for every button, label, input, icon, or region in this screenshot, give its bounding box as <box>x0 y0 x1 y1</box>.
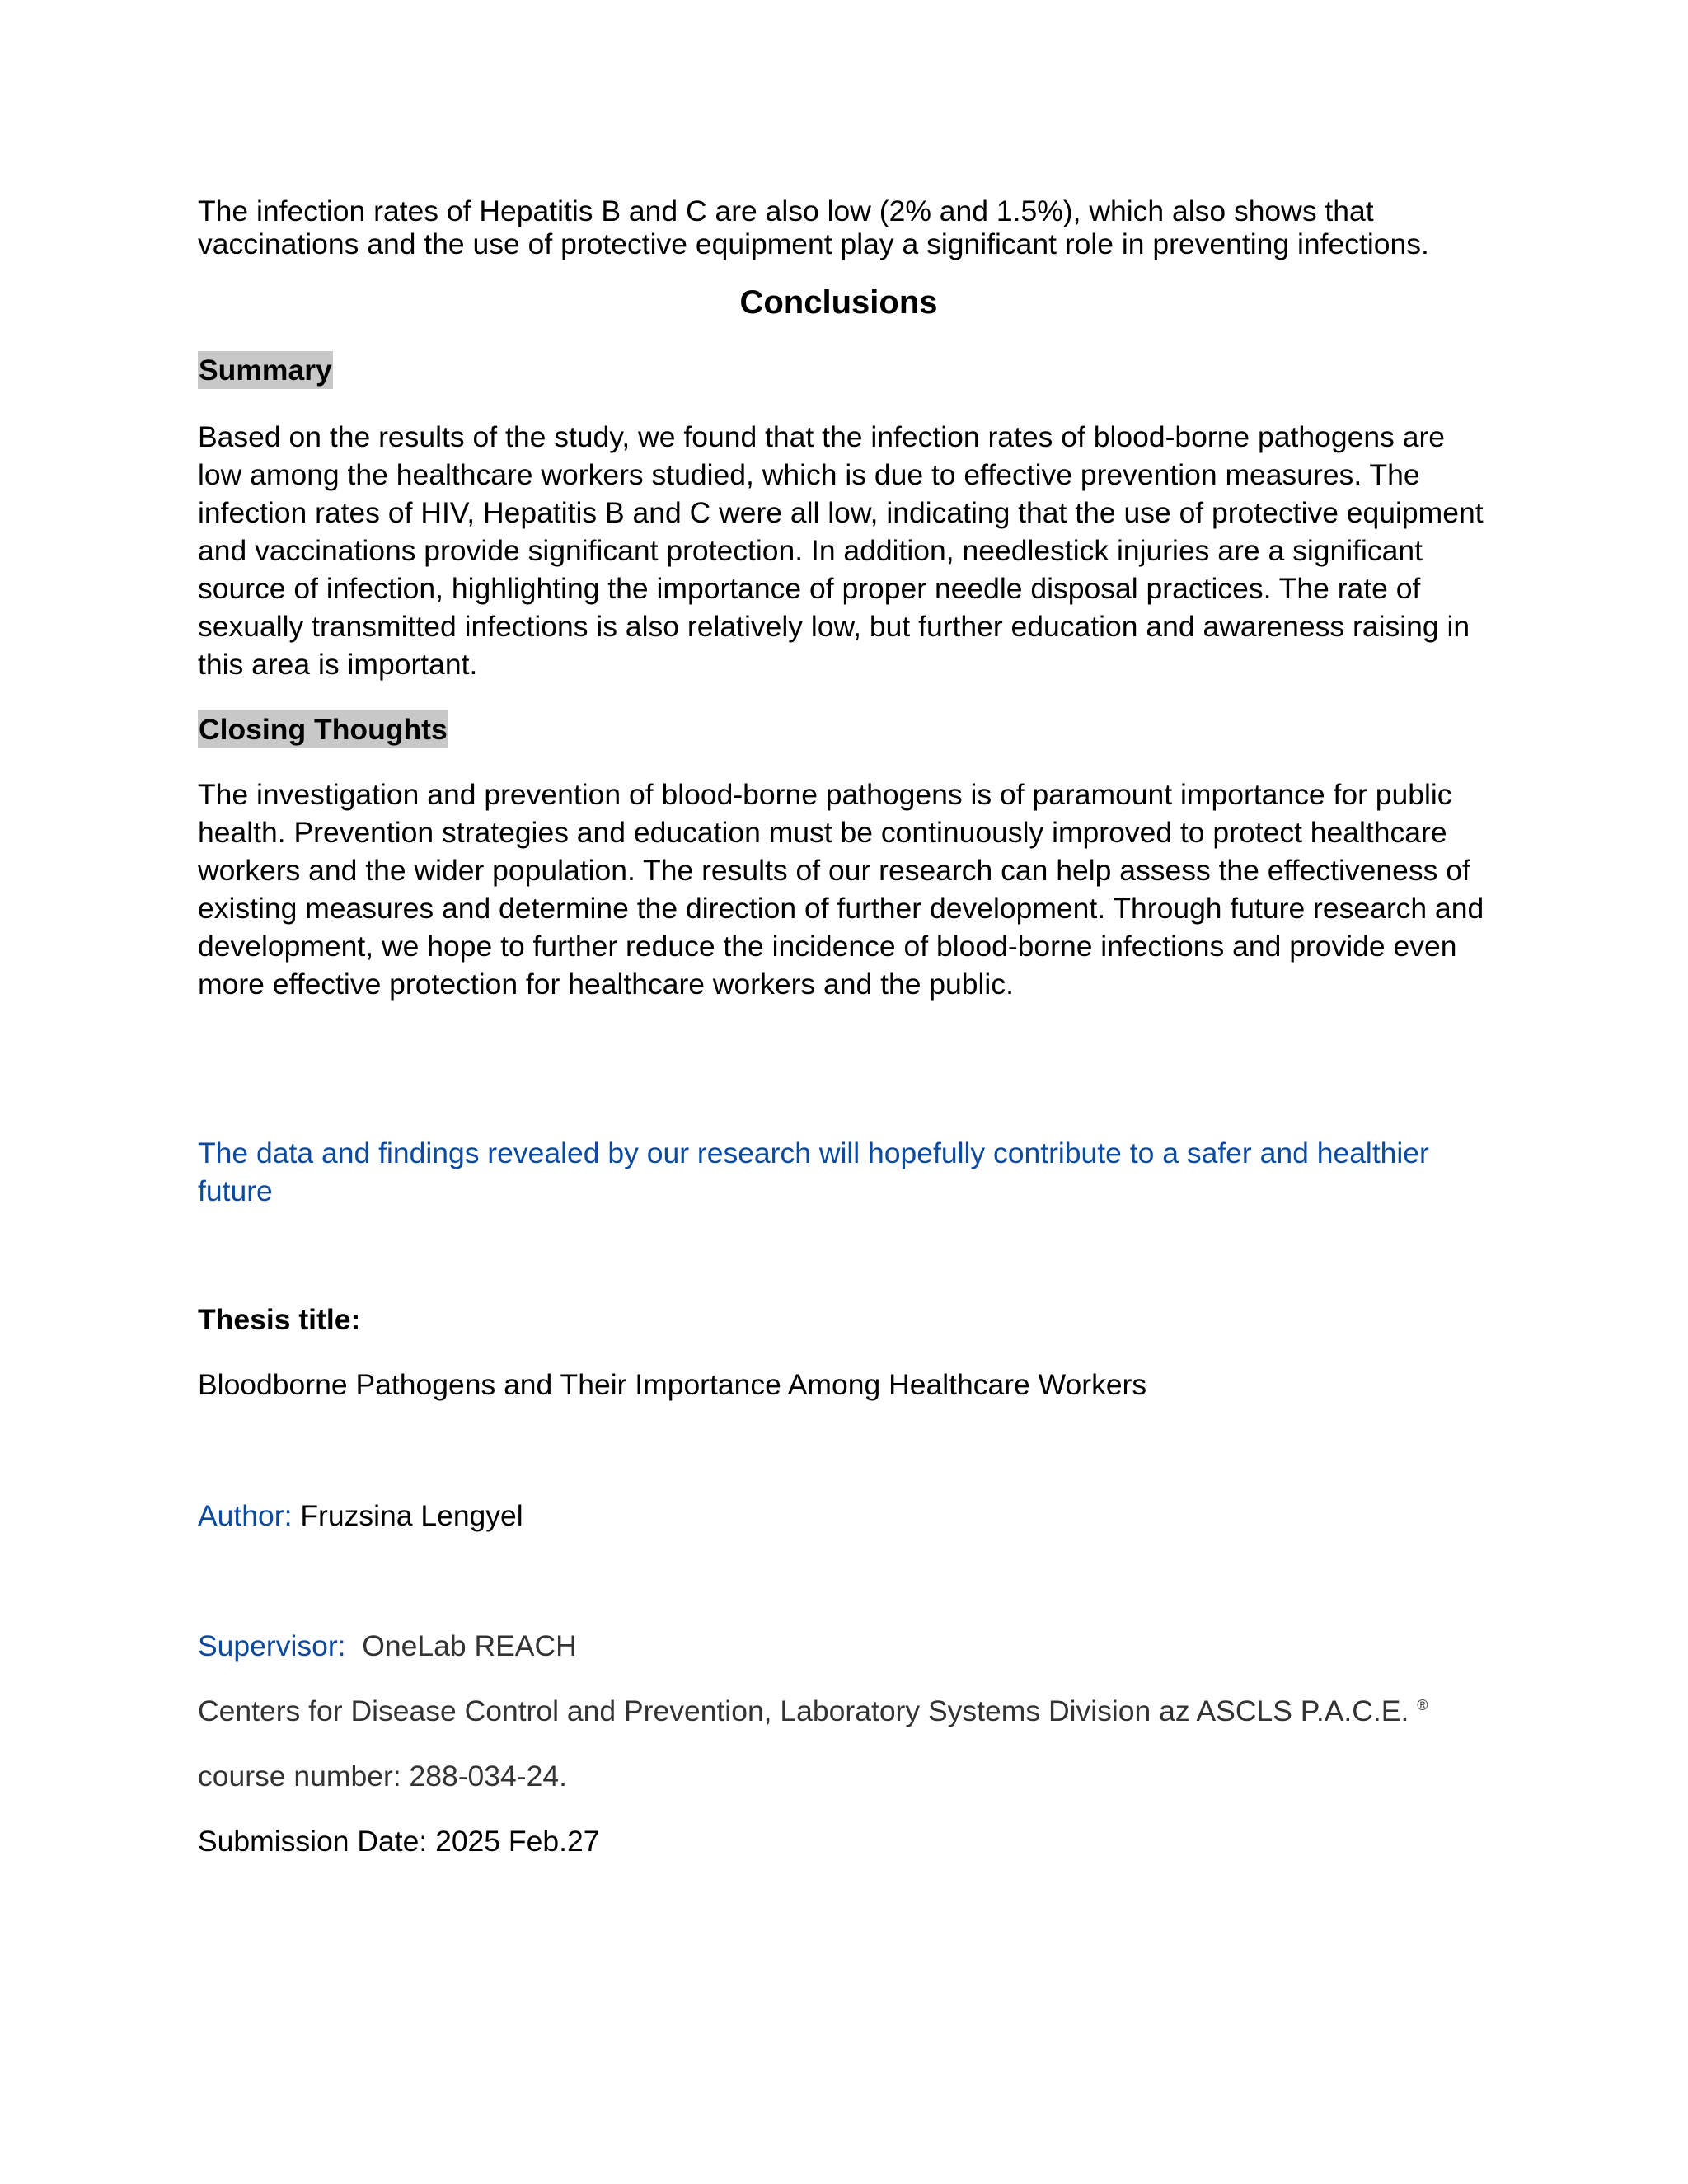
hope-statement: The data and findings revealed by our research will hopefully contribute to a safer and healthier future <box>198 1137 1429 1207</box>
thesis-title-label: Thesis title: <box>198 1303 361 1336</box>
summary-paragraph: Based on the results of the study, we found that the infection rates of blood-borne pathogens are low among the healthcare workers studied, which is due to effective prevention measures. The infection rates of HIV, Hepatitis B and C were all low, indicating that the use of protective equipment and vaccinations provide significant protection. In addition, needlestick injuries are a significant source of infection, highlighting the importance of proper needle disposal practices. The rate of sexually transmitted infections is also relatively low, but further education and awareness raising in this area is important. <box>198 420 1484 681</box>
supervisor-name: OneLab REACH <box>362 1629 577 1662</box>
supervisor-label: Supervisor: <box>198 1629 346 1662</box>
author-line <box>198 1497 1496 1535</box>
course-number: course number: 288-034-24. <box>198 1760 567 1793</box>
summary-heading: Summary <box>198 351 333 389</box>
author-label: Author: <box>198 1499 293 1532</box>
closing-thoughts-heading: Closing Thoughts <box>198 710 448 748</box>
conclusions-heading: Conclusions <box>739 284 938 321</box>
intro-paragraph: The infection rates of Hepatitis B and C are also low (2% and 1.5%), which also shows that vaccinations and the use of protective equipment play a significant role in preventing infections. <box>198 194 1429 260</box>
author-name: Fruzsina Lengyel <box>300 1499 523 1532</box>
submission-date: Submission Date: 2025 Feb.27 <box>198 1825 600 1858</box>
thesis-title: Bloodborne Pathogens and Their Importance Among Healthcare Workers <box>198 1368 1147 1401</box>
registered-mark: ® <box>1417 1697 1428 1714</box>
organization-line <box>198 1692 1496 1730</box>
supervisor-line <box>198 1627 1496 1665</box>
organization-name: Centers for Disease Control and Prevention, Laboratory Systems Division az ASCLS P.A.C.E. <box>198 1694 1409 1727</box>
closing-thoughts-paragraph: The investigation and prevention of blood-borne pathogens is of paramount importance for public health. Prevention strategies and education must be continuously improved to protect healthcare workers and the wider population. The results of our research can help assess the effectiveness of existing measures and determine the direction of further development. Through future research and development, we hope to further reduce the incidence of blood-borne infections and provide even more effective protection for healthcare workers and the public. <box>198 778 1484 1001</box>
